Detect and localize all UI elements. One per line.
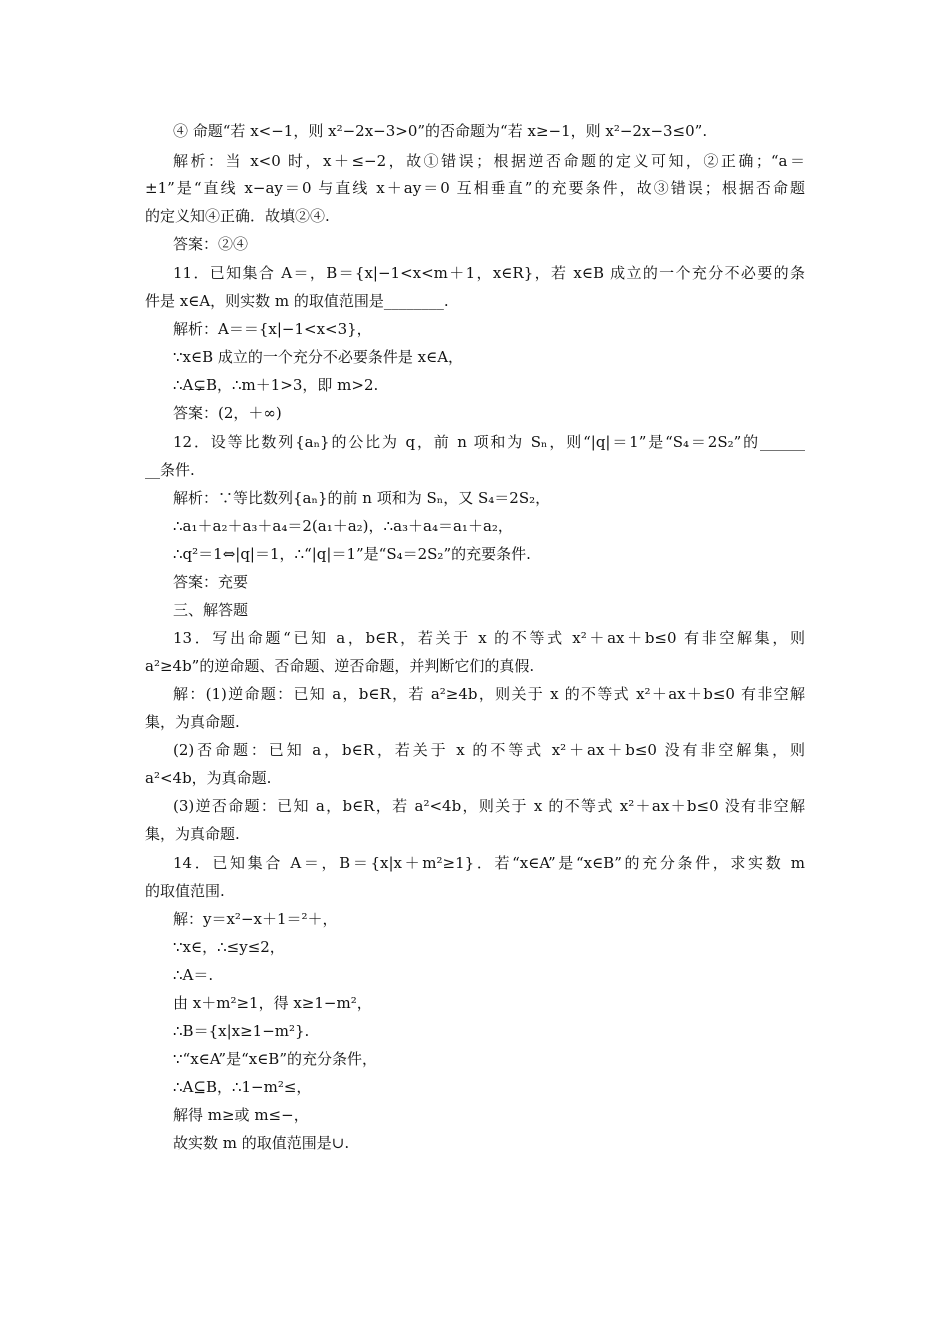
text-line: ∴A⊆B，∴1−m²≤， [173,1078,312,1096]
question-line: 件是 x∈A，则实数 m 的取值范围是________. [145,292,449,310]
answer-line: 答案：(2，＋∞) [173,404,282,422]
text-line: ∵“x∈A”是“x∈B”的充分条件， [173,1050,377,1068]
question-line: __条件. [145,461,195,479]
text-line: ④ 命题“若 x<−1，则 x²−2x−3>0”的否命题为“若 x≥−1，则 x²−2x−3≤0”. [173,122,708,140]
question-line: 的取值范围. [145,882,225,900]
text-line: ±1”是“直线 x−ay＝0 与直线 x＋ay＝0 互相垂直”的充要条件，故③错误；根据否命题 [145,179,805,197]
text-line: 解得 m≥或 m≤−， [173,1106,309,1124]
text-line: a²<4b，为真命题. [145,769,272,787]
text-line: 解：(1)逆命题：已知 a，b∈R，若 a²≥4b，则关于 x 的不等式 x²＋ax＋b≤0 有非空解 [173,685,805,703]
text-line: ∴A⊊B，∴m＋1>3，即 m>2. [173,376,379,394]
text-line: (3)逆否命题：已知 a，b∈R，若 a²<4b，则关于 x 的不等式 x²＋ax＋b≤0 没有非空解 [173,797,805,815]
text-line: 集，为真命题. [145,713,240,731]
question-line: a²≥4b”的逆命题、否命题、逆否命题，并判断它们的真假. [145,657,535,675]
text-line: 的定义知④正确．故填②④. [145,207,330,225]
text-line: 解析：A＝＝{x|−1<x<3}， [173,320,372,338]
question-line: 11．已知集合 A＝，B＝{x|−1<x<m＋1，x∈R}，若 x∈B 成立的一个充分不必要的条 [173,264,805,282]
text-line: ∴q²＝1⇔|q|＝1，∴“|q|＝1”是“S₄＝2S₂”的充要条件. [173,545,531,563]
text-line: 故实数 m 的取值范围是∪. [173,1134,350,1152]
text-line: 解析：∵等比数列{aₙ}的前 n 项和为 Sₙ，又 S₄＝2S₂， [173,489,551,507]
text-line: 解：y＝x²−x＋1＝²＋， [173,910,338,928]
answer-line: 答案：充要 [173,573,249,591]
text-line: 集，为真命题. [145,825,240,843]
question-line: 13．写出命题“已知 a，b∈R，若关于 x 的不等式 x²＋ax＋b≤0 有非空解集，则 [173,629,805,647]
text-line: ∴a₁＋a₂＋a₃＋a₄＝2(a₁＋a₂)，∴a₃＋a₄＝a₁＋a₂， [173,517,513,535]
question-line: 12．设等比数列{aₙ}的公比为 q，前 n 项和为 Sₙ，则“|q|＝1”是“S₄＝2S₂”的______ [173,433,805,451]
section-heading: 三、解答题 [173,601,249,619]
text-line: ∴A＝. [173,966,214,984]
text-line: ∵x∈B 成立的一个充分不必要条件是 x∈A， [173,348,464,366]
text-line: 由 x＋m²≥1，得 x≥1−m²， [173,994,372,1012]
text-line: 解析：当 x<0 时，x＋≤−2，故①错误；根据逆否命题的定义可知，②正确；“a＝ [173,152,805,170]
question-line: 14．已知集合 A＝，B＝{x|x＋m²≥1}．若“x∈A”是“x∈B”的充分条件，求实数 m [173,854,805,872]
text-line: ∴B＝{x|x≥1−m²}. [173,1022,310,1040]
answer-line: 答案：②④ [173,235,249,253]
text-line: (2)否命题：已知 a，b∈R，若关于 x 的不等式 x²＋ax＋b≤0 没有非空解集，则 [173,741,805,759]
text-line: ∵x∈，∴≤y≤2， [173,938,285,956]
